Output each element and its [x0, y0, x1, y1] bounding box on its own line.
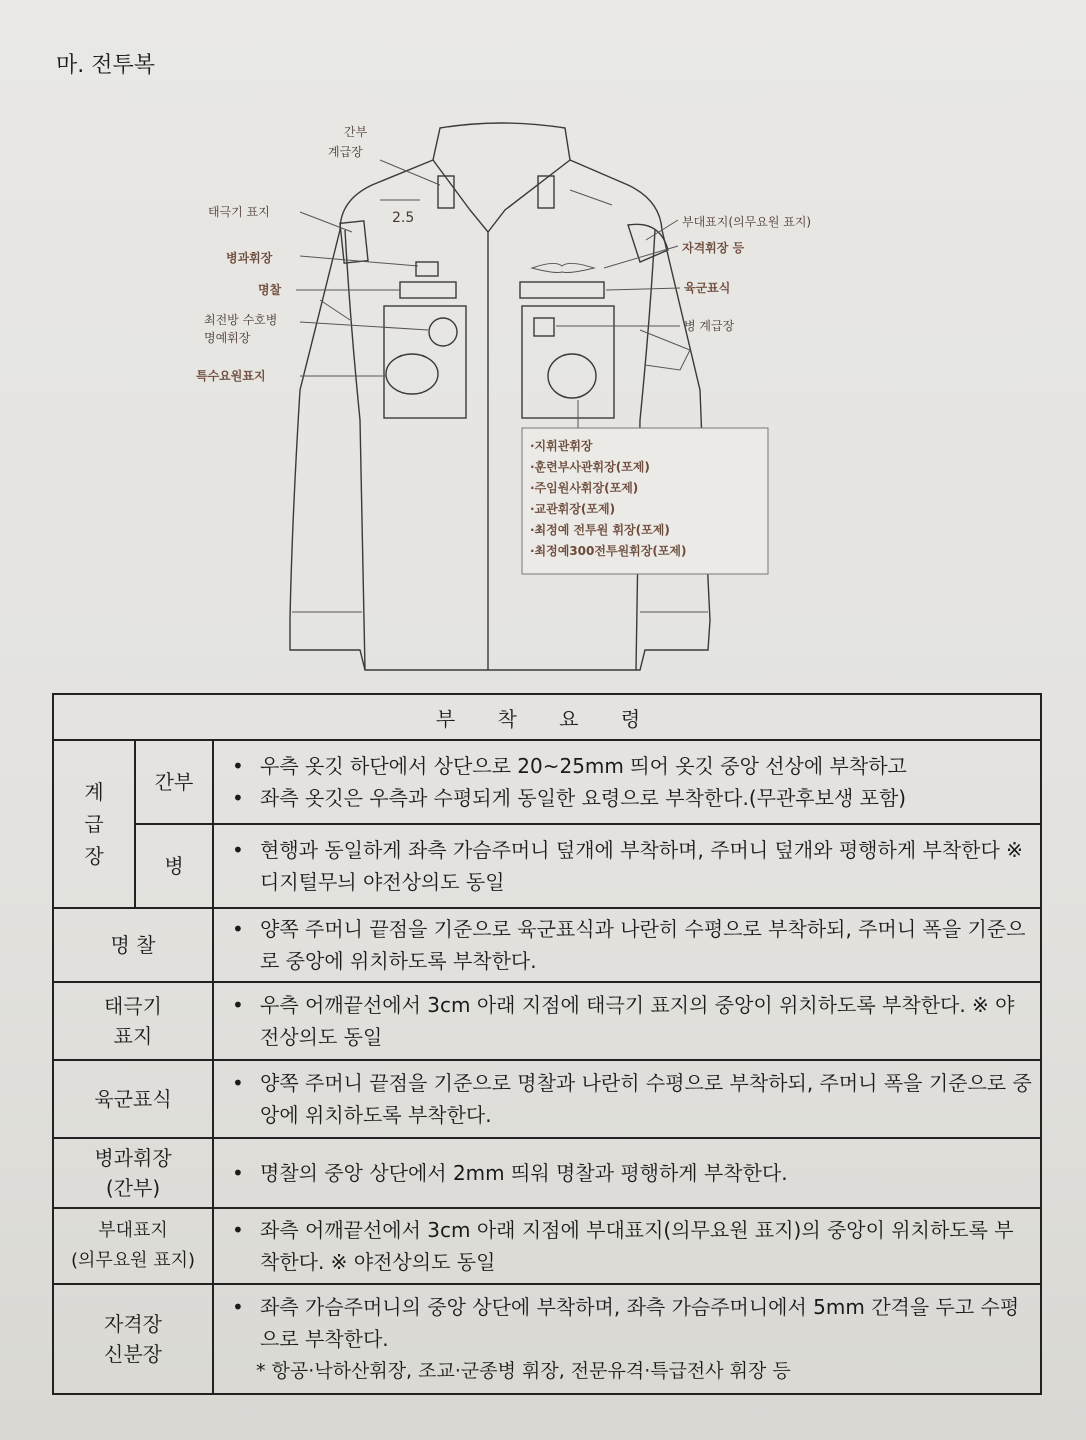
label-nameplate: 명찰 — [258, 283, 282, 297]
taegukgi-rule-text: 우측 어깨끝선에서 3cm 아래 지점에 태극기 표지의 중앙이 위치하도록 부착한다. ※ 야전상의도 동일 — [260, 993, 1015, 1049]
soldier-rank — [534, 318, 554, 336]
callout-item: ·주임원사휘장(포제) — [530, 481, 639, 495]
officer-rank-left — [538, 176, 554, 208]
label-army-mark: 육군표식 — [684, 281, 731, 295]
soldier-rank-rule: • 현행과 동일하게 좌측 가슴주머니 덮개에 부착하며, 주머니 덮개와 평행하게 부착한다 ※ 디지털무늬 야전상의도 동일 — [213, 824, 1041, 908]
unit-mark-rule: • 좌측 어깨끝선에서 3cm 아래 지점에 부대표지(의무요원 표지)의 중앙이 위치하도록 부착한다. ※ 야전상의도 동일 — [213, 1208, 1041, 1284]
branch-label-1: 병과휘장 — [94, 1146, 172, 1170]
row-label-soldier: 병 — [135, 824, 213, 908]
qualification-rule: • 좌측 가슴주머니의 중앙 상단에 부착하며, 좌측 가슴주머니에서 5mm 간격을 두고 수평으로 부착한다. * 항공·낙하산휘장, 조교·군종병 휘장, 전문유격·특급전사 휘장 등 — [213, 1284, 1041, 1394]
collar-number: 2.5 — [392, 210, 415, 226]
label-qualification: 자격휘장 등 — [682, 241, 745, 255]
label-special: 특수요원표지 — [196, 369, 266, 383]
qual-label-1: 자격장 — [104, 1312, 162, 1336]
row-label-army-mark: 육군표식 — [53, 1060, 213, 1138]
row-label-rank — [53, 740, 135, 908]
section-heading: 마. 전투복 — [56, 53, 155, 78]
uniform-diagram — [0, 0, 1086, 690]
qual-rule-note: * 항공·낙하산휘장, 조교·군종병 휘장, 전문유격·특급전사 휘장 등 — [256, 1360, 791, 1382]
officer-rule-line: 우측 옷깃 하단에서 상단으로 20~25mm 띄어 옷깃 중앙 선상에 부착하고 — [260, 754, 907, 778]
callout-item: ·훈련부사관휘장(포제) — [530, 460, 650, 474]
row-label-officer: 간부 — [135, 740, 213, 824]
callout-item: ·최정예300전투원휘장(포제) — [530, 544, 687, 558]
branch-rule-text: 명찰의 중앙 상단에서 2mm 띄워 명찰과 평행하게 부착한다. — [260, 1161, 788, 1185]
officer-rank-right — [438, 176, 454, 208]
army-mark-rule: • 양쪽 주머니 끝점을 기준으로 명찰과 나란히 수평으로 부착하되, 주머니 폭을 기준으로 중앙에 위치하도록 부착한다. — [213, 1060, 1041, 1138]
callout-item: ·지휘관휘장 — [530, 439, 593, 453]
soldier-rule-line: 현행과 동일하게 좌측 가슴주머니 덮개에 부착하며, 주머니 덮개와 평행하게 부착한다 ※ 디지털무늬 야전상의도 동일 — [260, 838, 1023, 894]
row-label-taegukgi — [53, 982, 213, 1060]
qual-rule-text: 좌측 가슴주머니의 중앙 상단에 부착하며, 좌측 가슴주머니에서 5mm 간격을 두고 수평으로 부착한다. — [260, 1295, 1020, 1351]
unit-label-2: (의무요원 표지) — [70, 1250, 196, 1271]
label-officer-rank-2: 계급장 — [328, 145, 363, 159]
label-officer-rank-1: 간부 — [344, 125, 368, 139]
nameplate-rule: • 양쪽 주머니 끝점을 기준으로 육군표식과 나란히 수평으로 부착하되, 주머니 폭을 기준으로 중앙에 위치하도록 부착한다. — [213, 908, 1041, 982]
taegukgi-label-1: 태극기 — [104, 994, 162, 1018]
army-mark — [520, 282, 604, 298]
army-mark-rule-text: 양쪽 주머니 끝점을 기준으로 명찰과 나란히 수평으로 부착하되, 주머니 폭을 기준으로 중앙에 위치하도록 부착한다. — [260, 1071, 1032, 1127]
row-label-branch-badge — [53, 1138, 213, 1208]
table-header: 부 착 요 령 — [53, 694, 1041, 740]
officer-rule-line: 좌측 옷깃은 우측과 수평되게 동일한 요령으로 부착한다.(무관후보생 포함) — [260, 786, 907, 810]
nameplate — [400, 282, 456, 298]
rank-label: 계급장 — [84, 780, 104, 868]
left-pocket — [522, 306, 614, 418]
unit-rule-text: 좌측 어깨끝선에서 3cm 아래 지점에 부대표지(의무요원 표지)의 중앙이 위치하도록 부착한다. ※ 야전상의도 동일 — [260, 1218, 1014, 1274]
label-soldier-rank: 병 계급장 — [684, 319, 735, 333]
attachment-rules-table — [52, 693, 1042, 1395]
label-taegukgi: 태극기 표지 — [208, 205, 270, 219]
row-label-unit-mark — [53, 1208, 213, 1284]
nameplate-rule-text: 양쪽 주머니 끝점을 기준으로 육군표식과 나란히 수평으로 부착하되, 주머니 폭을 기준으로 중앙에 위치하도록 부착한다. — [260, 917, 1026, 973]
branch-badge — [416, 262, 438, 276]
officer-rank-rule: • 우측 옷깃 하단에서 상단으로 20~25mm 띄어 옷깃 중앙 선상에 부착하고 • 좌측 옷깃은 우측과 수평되게 동일한 요령으로 부착한다.(무관후보생 포함) — [213, 740, 1041, 824]
label-honor-2: 명예휘장 — [204, 331, 251, 345]
row-label-qualification — [53, 1284, 213, 1394]
callout-item: ·교관휘장(포제) — [530, 502, 616, 516]
special-badge — [386, 354, 438, 394]
label-branch-badge: 병과휘장 — [226, 251, 273, 265]
taegukgi-patch — [340, 221, 368, 263]
branch-badge-rule: • 명찰의 중앙 상단에서 2mm 띄워 명찰과 평행하게 부착한다. — [213, 1138, 1041, 1208]
qual-label-2: 신분장 — [104, 1342, 162, 1366]
wings-badge — [532, 263, 594, 272]
taegukgi-label-2: 표지 — [113, 1024, 153, 1048]
label-unit: 부대표지(의무요원 표지) — [682, 215, 812, 229]
commander-badge — [548, 354, 596, 398]
honor-badge — [429, 318, 457, 346]
jacket-outline — [290, 123, 710, 670]
callout-item: ·최정예 전투원 휘장(포제) — [530, 523, 670, 537]
taegukgi-rule: • 우측 어깨끝선에서 3cm 아래 지점에 태극기 표지의 중앙이 위치하도록 부착한다. ※ 야전상의도 동일 — [213, 982, 1041, 1060]
unit-label-1: 부대표지 — [98, 1220, 168, 1241]
row-label-nameplate: 명 찰 — [53, 908, 213, 982]
branch-label-2: (간부) — [105, 1176, 161, 1200]
label-honor-1: 최전방 수호병 — [204, 313, 278, 327]
